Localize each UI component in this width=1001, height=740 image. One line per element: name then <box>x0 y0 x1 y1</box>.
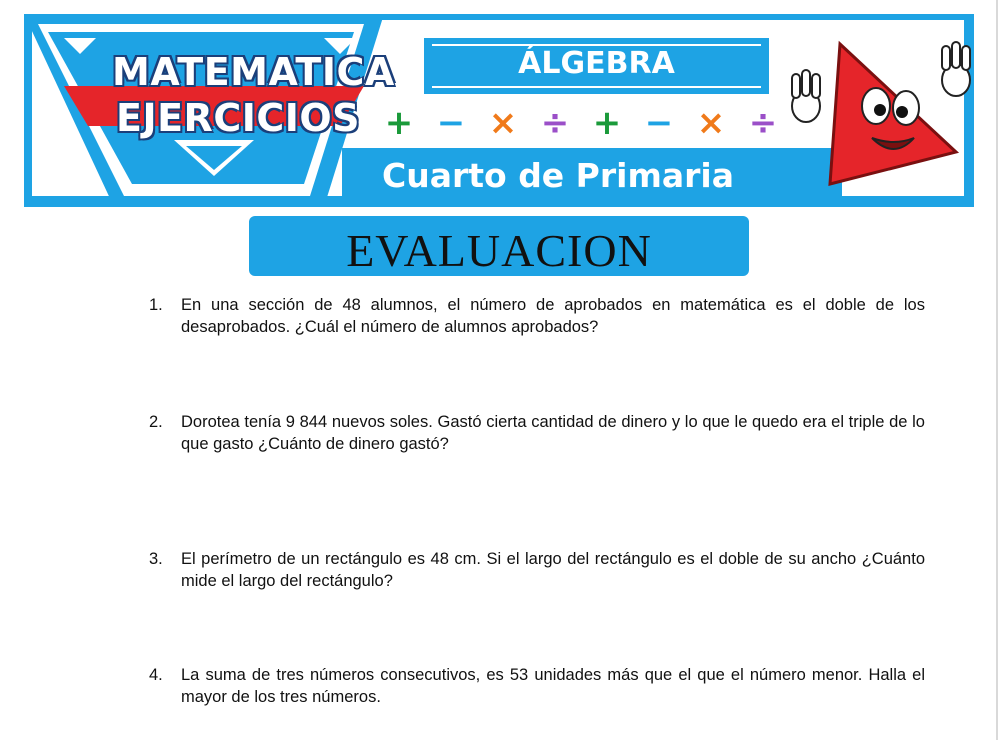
evaluation-title-bar <box>249 216 749 276</box>
minus-icon: − <box>436 103 466 143</box>
badge-subtitle: EJERCICIOS <box>116 96 361 140</box>
operator-row <box>384 103 778 146</box>
times-icon: × <box>488 103 518 143</box>
question-text: Dorotea tenía 9 844 nuevos soles. Gastó cierta cantidad de dinero y lo que le quedo era el triple de lo que gasto ¿Cuánto de dinero gastó? <box>181 413 925 453</box>
times-icon: × <box>696 103 726 143</box>
question-2 <box>149 411 925 455</box>
triangle-mascot-icon <box>784 34 974 204</box>
plus-icon: + <box>592 103 622 143</box>
topic-bar-line-bottom <box>432 86 761 88</box>
minus-icon: − <box>644 103 674 143</box>
grade-bar <box>342 148 842 207</box>
divide-icon: ÷ <box>748 103 778 143</box>
topic-label: ÁLGEBRA <box>518 46 675 81</box>
question-number: 2. <box>149 413 163 431</box>
question-text: La suma de tres números consecutivos, es 53 unidades más que el que el número menor. Halla el mayor de los tres números. <box>181 666 925 706</box>
question-4 <box>149 664 925 708</box>
question-text: En una sección de 48 alumnos, el número de aprobados en matemática es el doble de los desaprobados. ¿Cuál el número de alumnos aprobados? <box>181 296 925 336</box>
question-text: El perímetro de un rectángulo es 48 cm. Si el largo del rectángulo es el doble de su ancho ¿Cuánto mide el largo del rectángulo? <box>181 550 925 590</box>
topic-bar <box>424 38 769 94</box>
question-3 <box>149 548 925 592</box>
plus-icon: + <box>384 103 414 143</box>
question-number: 4. <box>149 666 163 684</box>
badge-title: MATEMATICA <box>112 50 395 94</box>
divide-icon: ÷ <box>540 103 570 143</box>
evaluation-title: EVALUACION <box>346 225 652 276</box>
question-1 <box>149 294 925 338</box>
grade-label: Cuarto de Primaria <box>382 156 734 195</box>
question-number: 3. <box>149 550 163 568</box>
question-number: 1. <box>149 296 163 314</box>
header-banner <box>24 14 974 207</box>
